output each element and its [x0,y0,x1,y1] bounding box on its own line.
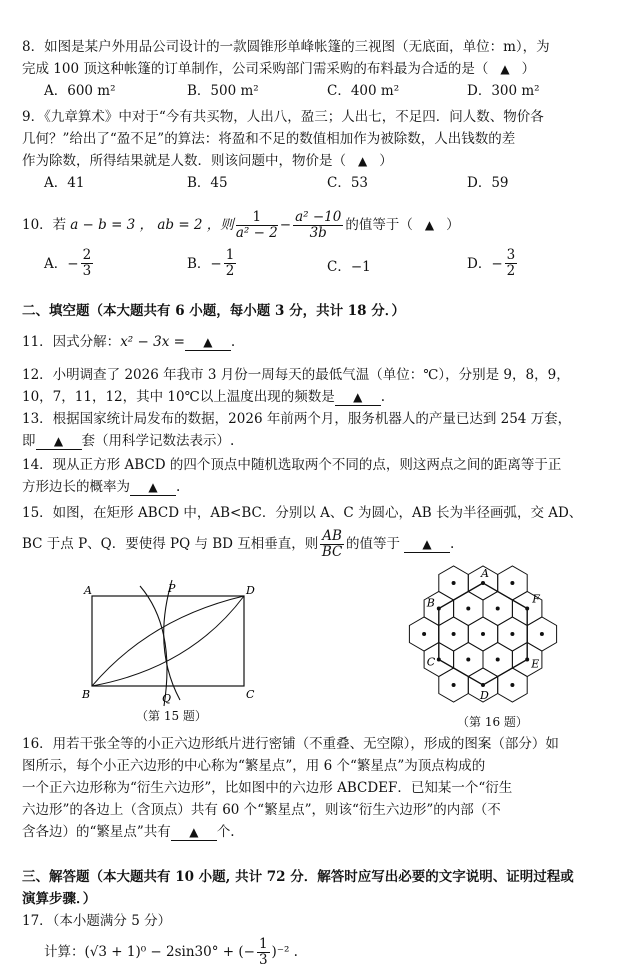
q9-option-c: C．53 [327,175,369,191]
q13-line2: 即 ▲ 套（用科学记数法表示）. [22,433,235,449]
label-p: P [168,582,176,595]
question-17 [22,910,612,972]
question-12 [22,364,612,408]
star-point [540,632,544,636]
q8-line1: 8．如图是某户外用品公司设计的一款圆锥形单峰帐篷的三视图（无底面，单位：m），为 [22,39,550,55]
q9-line2: 几何？”给出了“盈不足”的算法：将盈和不足的数值相加作为被除数，人出钱数的差 [22,131,516,147]
q14-line2: 方形边长的概率为 ▲ . [22,479,181,495]
q10-option-b: B． − $\frac{1}{2}$ [187,247,235,279]
figure-16 [408,550,558,716]
label-c: C [426,655,436,669]
label-b: B [82,688,91,701]
q9-option-a: A．41 [44,175,85,191]
q10-option-d: D． − $\frac{3}{2}$ [467,247,516,279]
star-point [496,607,500,611]
q13-line1: 13．根据国家统计局发布的数据，2026 年前两个月，服务机器人的产量已达到 254 万套， [22,411,572,427]
q8-line2: 完成 100 顶这种帐篷的订单制作，公司采购部门需采购的布料最为合适的是（ ▲ ） [22,61,536,77]
q16-line2: 图所示，每个小正六边形的中心称为“繁星点”，用 6 个“繁星点”为顶点构成的 [22,758,486,774]
q10-stem: 10．若 a − b = 3 ， ab = 2 ，则 $\frac{1}{\text{a² − 2}}$ − $\frac{\text{a² −10}}{3b}$ 的值等于（ ▲ ） [22,208,460,241]
arc-from-c [140,586,167,706]
label-e: E [531,657,540,671]
curve-bd-2 [92,596,244,686]
figure-16-caption: （第 16 题） [457,715,528,729]
answer-marker: ▲ [500,62,510,76]
question-8 [22,36,612,102]
star-point [466,658,470,662]
q9-line1: 9．《九章算术》中对于“今有共买物，人出八，盈三；人出七，不足四．问人数、物价各 [22,109,544,125]
star-point [452,581,456,585]
q15-line1: 15．如图，在矩形 ABCD 中，AB<BC．分别以 A、C 为圆心，AB 长为半径画弧，交 AD、 [22,505,583,521]
star-point [496,658,500,662]
q16-line3: 一个正六边形称为“衍生六边形”，比如图中的六边形 ABCDEF．已知某一个“衍生 [22,780,513,796]
label-d: D [246,584,255,597]
star-point [510,632,514,636]
q8-option-a: A．600 m² [44,83,116,99]
section-2-heading: 二、填空题（本大题共有 6 小题，每小题 3 分，共计 18 分．） [22,303,406,319]
figure-15 [80,578,270,708]
label-a: A [481,567,489,580]
star-point [422,632,426,636]
q9-option-b: B．45 [187,175,228,191]
answer-blank: ▲ [130,479,176,496]
question-16 [22,733,612,843]
answer-marker: ▲ [424,218,435,232]
star-point [452,683,456,687]
star-point [481,632,485,636]
q12-line2: 10，7，11，12，其中 10℃以上温度出现的频数是 ▲ . [22,389,385,405]
q8-option-d: D．300 m² [467,83,540,99]
q12-line1: 12．小明调查了 2026 年我市 3 月份一周每天的最低气温（单位：℃），分别是 9，8，9， [22,367,570,383]
question-11: 11．因式分解：x² − 3x = ▲ . [22,334,236,350]
label-b: B [426,596,435,610]
q8-option-b: B．500 m² [187,83,259,99]
q17-expression: 计算： (√3 + 1)⁰ − 2sin30° + (− $\frac{1}{3}$ )⁻² . [44,935,298,968]
answer-blank: ▲ [185,334,231,351]
q16-line1: 16．用若干张全等的小正六边形纸片进行密铺（不重叠、无空隙），形成的图案（部分）如 [22,736,559,752]
answer-blank: ▲ [404,536,450,553]
q10-fraction-1: $\frac{1}{\text{a² − 2}}$ [235,208,278,241]
star-point [466,607,470,611]
q9-options [22,172,612,194]
q8-options [22,80,612,102]
label-q: Q [162,692,172,705]
question-14 [22,454,612,498]
q14-line1: 14．现从正方形 ABCD 的四个顶点中随机选取两个不同的点，则这两点之间的距离等于正 [22,457,562,473]
question-13 [22,408,612,452]
q10-options [22,248,612,288]
star-point [452,632,456,636]
rectangle-abcd [92,596,244,686]
curve-bd-1 [92,596,244,686]
q10-fraction-2: $\frac{\text{a² −10}}{3b}$ [295,208,342,241]
q10-option-c: C．−1 [327,259,371,275]
answer-blank: ▲ [36,433,82,450]
section-3-heading: 三、解答题（本大题共有 10 小题, 共计 72 分．解答时应写出必要的文字说明、证明过程或 演算步骤．） [22,869,574,907]
question-9 [22,106,612,194]
q15-line2: BC 于点 P、Q．要使得 PQ 与 BD 互相垂直，则 $\frac{AB}{BC}$ 的值等于 ▲ . [22,527,455,560]
label-f: F [532,592,540,606]
answer-marker: ▲ [358,154,368,168]
label-a: A [84,584,92,597]
question-10 [22,206,612,288]
q9-line3: 作为除数，所得结果就是人数．则该问题中，物价是（ ▲ ） [22,153,393,169]
answer-blank: ▲ [171,824,217,841]
label-d: D [480,689,489,702]
q8-option-c: C．400 m² [327,83,400,99]
q9-option-d: D．59 [467,175,509,191]
label-c: C [246,688,255,701]
star-point [510,683,514,687]
q16-line5: 含各边）的“繁星点”共有 ▲ 个. [22,824,235,840]
q15-fraction: $\frac{AB}{BC}$ [321,527,343,560]
answer-blank: ▲ [335,389,381,406]
star-point [510,581,514,585]
figure-15-caption: （第 15 题） [136,709,207,723]
q16-line4: 六边形”的各边上（含顶点）共有 60 个“繁星点”，则该“衍生六边形”的内部（不 [22,802,501,818]
q10-option-a: A． − $\frac{2}{3}$ [44,247,92,279]
q17-heading: 17．（本小题满分 5 分） [22,913,172,929]
